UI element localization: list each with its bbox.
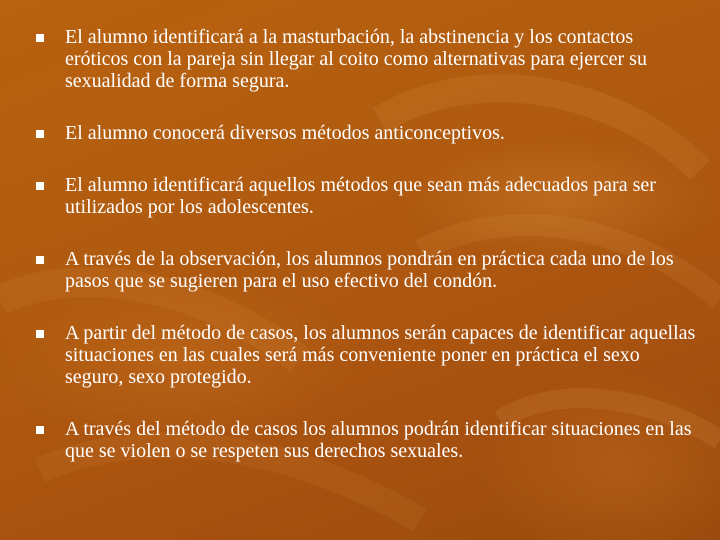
bullet-text: A partir del método de casos, los alumnos serán capaces de identificar aquellas situaciones en las cuales será más conveniente poner en práctica el sexo seguro, sexo protegido. <box>65 322 696 388</box>
square-bullet-icon <box>36 130 44 138</box>
list-item <box>0 322 720 388</box>
bullet-text: El alumno identificará a la masturbación, la abstinencia y los contactos eróticos con la pareja sin llegar al coito como alternativas para ejercer su sexualidad de forma segura. <box>65 26 647 92</box>
bullet-text: A través de la observación, los alumnos pondrán en práctica cada uno de los pasos que se sugieren para el uso efectivo del condón. <box>65 248 674 292</box>
list-item <box>0 418 720 462</box>
square-bullet-icon <box>36 426 44 434</box>
bullet-text: El alumno identificará aquellos métodos que sean más adecuados para ser utilizados por los adolescentes. <box>65 174 656 218</box>
objectives-list <box>0 26 720 492</box>
bullet-text: A través del método de casos los alumnos podrán identificar situaciones en las que se violen o se respeten sus derechos sexuales. <box>65 418 692 462</box>
square-bullet-icon <box>36 256 44 264</box>
list-item <box>0 122 720 144</box>
list-item <box>0 174 720 218</box>
square-bullet-icon <box>36 330 44 338</box>
list-item <box>0 248 720 292</box>
square-bullet-icon <box>36 182 44 190</box>
bullet-text: El alumno conocerá diversos métodos anticonceptivos. <box>65 122 505 144</box>
list-item <box>0 26 720 92</box>
square-bullet-icon <box>36 34 44 42</box>
